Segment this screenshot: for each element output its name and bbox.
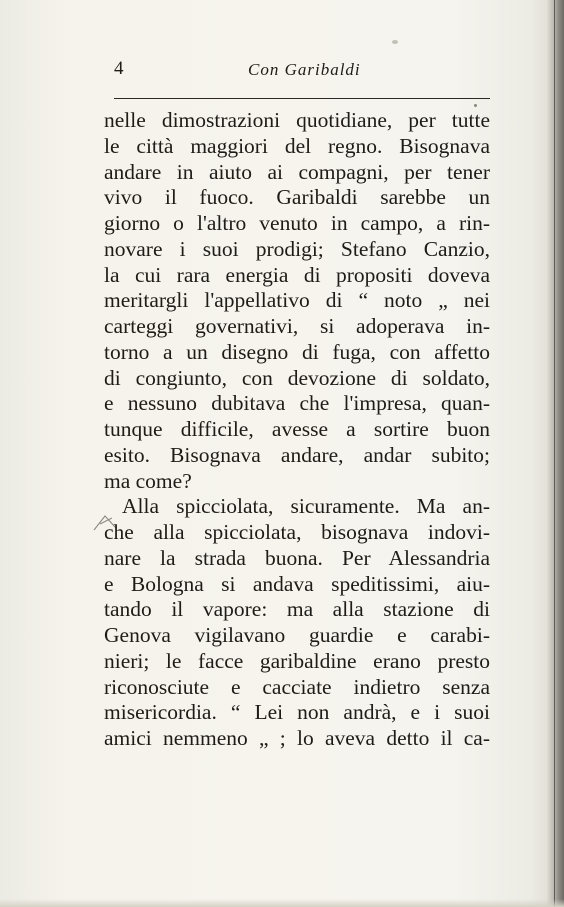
header-rule xyxy=(114,98,490,99)
text-line: meritargli l'appellativo di “ noto „ nei xyxy=(104,288,490,313)
paragraph-1 xyxy=(104,108,490,494)
text-line: nelle dimostrazioni quotidiane, per tutte xyxy=(104,108,490,132)
text-line: Genova vigilavano guardie e carabi- xyxy=(104,623,490,647)
text-line: andare in aiuto ai compagni, per tener xyxy=(104,159,490,184)
text-line: che alla spicciolata, bisognava indovi- xyxy=(104,520,490,544)
text-line: carteggi governativi, si adoperava in- xyxy=(104,314,490,338)
text-line: le città maggiori del regno. Bisognava xyxy=(104,133,490,158)
text-line: riconosciute e cacciate indietro senza xyxy=(104,674,490,699)
paragraph-2 xyxy=(104,494,490,752)
text-line: torno a un disegno di fuga, con affetto xyxy=(104,339,490,364)
text-line: novare i suoi prodigi; Stefano Canzio, xyxy=(104,236,490,261)
text-line: nieri; le facce garibaldine erano presto xyxy=(104,648,490,673)
text-line: tando il vapore: ma alla stazione di xyxy=(104,597,490,622)
page-edge-line xyxy=(554,0,555,907)
page-header xyxy=(114,58,490,88)
text-line: misericordia. “ Lei non andrà, e i suoi xyxy=(104,700,490,725)
text-line: amici nemmeno „ ; lo aveva detto il ca- xyxy=(104,726,490,750)
page-bottom-edge xyxy=(0,899,564,907)
text-line: esito. Bisognava andare, andar subito; xyxy=(104,442,490,467)
text-line: Alla spicciolata, sicuramente. Ma an- xyxy=(122,494,490,519)
paper-speck xyxy=(392,40,398,44)
text-line: e nessuno dubitava che l'impresa, quan- xyxy=(104,391,490,416)
text-line: e Bologna si andava speditissimi, aiu- xyxy=(104,571,490,596)
page-gutter-shadow xyxy=(546,0,564,907)
text-line: di congiunto, con devozione di soldato, xyxy=(104,365,490,390)
page-number: 4 xyxy=(114,58,124,79)
text-block xyxy=(104,108,490,752)
text-line: vivo il fuoco. Garibaldi sarebbe un xyxy=(104,185,490,210)
paper-speck xyxy=(474,104,477,107)
text-line: la cui rara energia di propositi doveva xyxy=(104,262,490,287)
running-title: Con Garibaldi xyxy=(248,60,361,79)
text-line: nare la strada buona. Per Alessandria xyxy=(104,545,490,570)
text-line: giorno o l'altro venuto in campo, a rin- xyxy=(104,211,490,235)
text-line: ma come? xyxy=(104,468,192,493)
text-line: tunque difficile, avesse a sortire buon xyxy=(104,417,490,441)
